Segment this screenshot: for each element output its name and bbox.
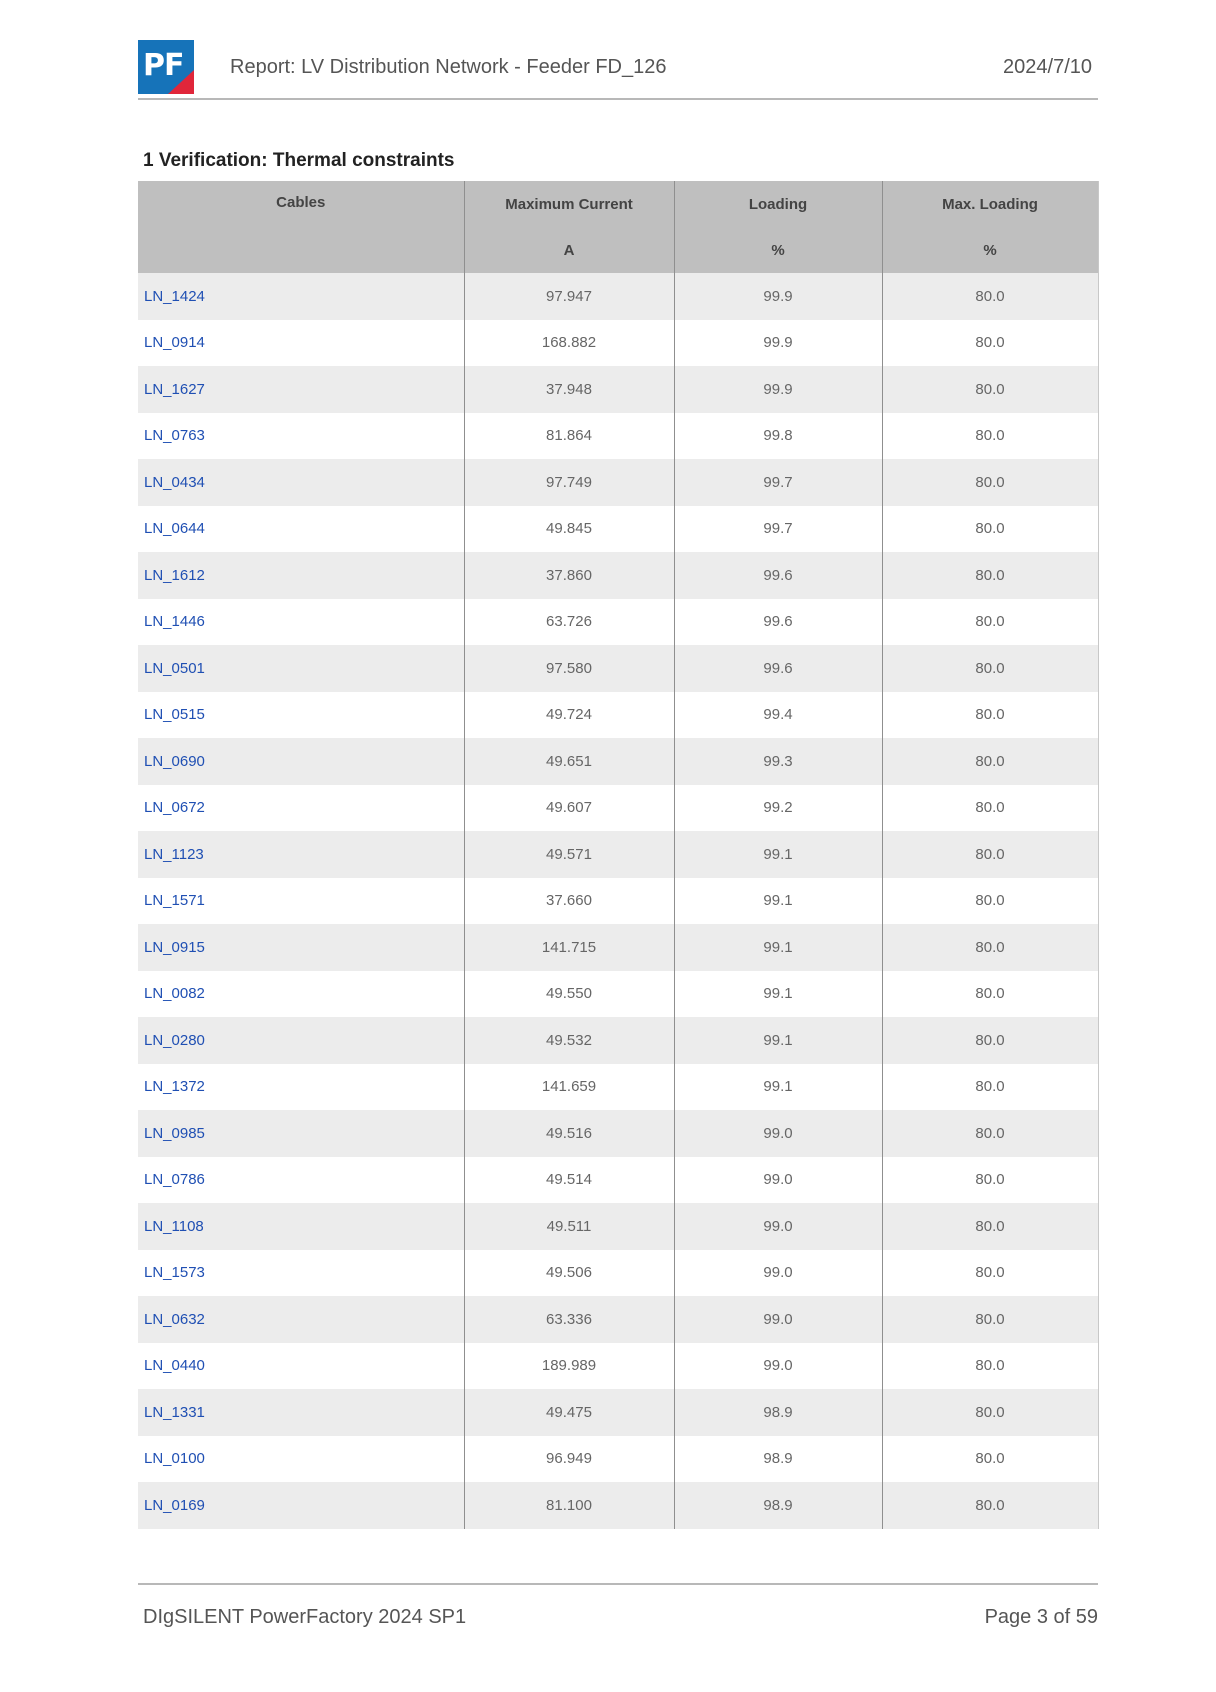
thermal-constraints-table	[138, 181, 1099, 1529]
cable-name-link[interactable]: LN_1446	[138, 599, 464, 646]
powerfactory-logo	[138, 40, 194, 94]
loading-cell: 99.1	[674, 1064, 882, 1111]
loading-cell: 99.3	[674, 738, 882, 785]
max-loading-cell: 80.0	[882, 1389, 1098, 1436]
max-loading-cell: 80.0	[882, 1343, 1098, 1390]
table-row	[138, 1017, 1098, 1064]
max-loading-cell: 80.0	[882, 552, 1098, 599]
maximum-current-cell: 96.949	[464, 1436, 674, 1483]
max-loading-cell: 80.0	[882, 1157, 1098, 1204]
max-loading-cell: 80.0	[882, 878, 1098, 925]
max-loading-cell: 80.0	[882, 1482, 1098, 1529]
cable-name-link[interactable]: LN_0644	[138, 506, 464, 553]
max-loading-cell: 80.0	[882, 924, 1098, 971]
loading-cell: 99.7	[674, 506, 882, 553]
cable-name-link[interactable]: LN_1108	[138, 1203, 464, 1250]
cable-name-link[interactable]: LN_0632	[138, 1296, 464, 1343]
maximum-current-cell: 81.100	[464, 1482, 674, 1529]
table-row	[138, 738, 1098, 785]
table-row	[138, 273, 1098, 320]
loading-cell: 99.0	[674, 1343, 882, 1390]
cable-name-link[interactable]: LN_0915	[138, 924, 464, 971]
table-row	[138, 1436, 1098, 1483]
loading-cell: 99.4	[674, 692, 882, 739]
table-row	[138, 599, 1098, 646]
loading-cell: 99.2	[674, 785, 882, 832]
maximum-current-cell: 49.514	[464, 1157, 674, 1204]
cable-name-link[interactable]: LN_0100	[138, 1436, 464, 1483]
cable-name-link[interactable]: LN_0763	[138, 413, 464, 460]
table-body	[138, 273, 1098, 1529]
table-row	[138, 645, 1098, 692]
cable-name-link[interactable]: LN_0515	[138, 692, 464, 739]
cable-name-link[interactable]: LN_1424	[138, 273, 464, 320]
maximum-current-cell: 49.532	[464, 1017, 674, 1064]
table-header-row	[138, 181, 1098, 227]
cable-name-link[interactable]: LN_0690	[138, 738, 464, 785]
table-row	[138, 971, 1098, 1018]
maximum-current-cell: 168.882	[464, 320, 674, 367]
cable-name-link[interactable]: LN_1372	[138, 1064, 464, 1111]
maximum-current-cell: 49.511	[464, 1203, 674, 1250]
loading-cell: 99.1	[674, 1017, 882, 1064]
cable-name-link[interactable]: LN_0280	[138, 1017, 464, 1064]
loading-cell: 99.7	[674, 459, 882, 506]
maximum-current-cell: 49.607	[464, 785, 674, 832]
loading-cell: 99.9	[674, 366, 882, 413]
max-loading-cell: 80.0	[882, 320, 1098, 367]
loading-cell: 99.1	[674, 878, 882, 925]
max-loading-cell: 80.0	[882, 366, 1098, 413]
footer-page-number: Page 3 of 59	[984, 1606, 1098, 1628]
maximum-current-cell: 81.864	[464, 413, 674, 460]
table-row	[138, 366, 1098, 413]
maximum-current-cell: 49.516	[464, 1110, 674, 1157]
table-row	[138, 459, 1098, 506]
loading-cell: 99.6	[674, 645, 882, 692]
max-loading-cell: 80.0	[882, 413, 1098, 460]
max-loading-cell: 80.0	[882, 831, 1098, 878]
maximum-current-cell: 63.726	[464, 599, 674, 646]
unit-maximum-current: A	[464, 227, 674, 273]
cable-name-link[interactable]: LN_0501	[138, 645, 464, 692]
table-row	[138, 320, 1098, 367]
loading-cell: 98.9	[674, 1482, 882, 1529]
max-loading-cell: 80.0	[882, 738, 1098, 785]
loading-cell: 99.1	[674, 971, 882, 1018]
max-loading-cell: 80.0	[882, 459, 1098, 506]
table-row	[138, 1482, 1098, 1529]
loading-cell: 99.1	[674, 831, 882, 878]
loading-cell: 98.9	[674, 1389, 882, 1436]
maximum-current-cell: 97.749	[464, 459, 674, 506]
cable-name-link[interactable]: LN_0169	[138, 1482, 464, 1529]
table-row	[138, 785, 1098, 832]
cable-name-link[interactable]: LN_1331	[138, 1389, 464, 1436]
maximum-current-cell: 141.659	[464, 1064, 674, 1111]
loading-cell: 99.1	[674, 924, 882, 971]
loading-cell: 99.0	[674, 1110, 882, 1157]
loading-cell: 99.6	[674, 599, 882, 646]
cable-name-link[interactable]: LN_1612	[138, 552, 464, 599]
cable-name-link[interactable]: LN_0672	[138, 785, 464, 832]
logo-red-corner	[168, 70, 194, 94]
table-row	[138, 692, 1098, 739]
cable-name-link[interactable]: LN_0440	[138, 1343, 464, 1390]
cable-name-link[interactable]: LN_1573	[138, 1250, 464, 1297]
maximum-current-cell: 63.336	[464, 1296, 674, 1343]
max-loading-cell: 80.0	[882, 599, 1098, 646]
footer-software: DIgSILENT PowerFactory 2024 SP1	[143, 1606, 467, 1628]
table-row	[138, 1343, 1098, 1390]
cable-name-link[interactable]: LN_0434	[138, 459, 464, 506]
maximum-current-cell: 49.571	[464, 831, 674, 878]
unit-max-loading: %	[882, 227, 1098, 273]
max-loading-cell: 80.0	[882, 645, 1098, 692]
cable-name-link[interactable]: LN_0082	[138, 971, 464, 1018]
max-loading-cell: 80.0	[882, 273, 1098, 320]
loading-cell: 99.0	[674, 1296, 882, 1343]
max-loading-cell: 80.0	[882, 506, 1098, 553]
max-loading-cell: 80.0	[882, 1064, 1098, 1111]
max-loading-cell: 80.0	[882, 785, 1098, 832]
loading-cell: 99.6	[674, 552, 882, 599]
unit-loading: %	[674, 227, 882, 273]
max-loading-cell: 80.0	[882, 1250, 1098, 1297]
maximum-current-cell: 49.651	[464, 738, 674, 785]
maximum-current-cell: 37.948	[464, 366, 674, 413]
loading-cell: 99.9	[674, 273, 882, 320]
max-loading-cell: 80.0	[882, 692, 1098, 739]
cable-name-link[interactable]: LN_0914	[138, 320, 464, 367]
table-row	[138, 831, 1098, 878]
maximum-current-cell: 49.724	[464, 692, 674, 739]
table-row	[138, 1203, 1098, 1250]
section-title: 1 Verification: Thermal constraints	[143, 150, 455, 171]
maximum-current-cell: 141.715	[464, 924, 674, 971]
maximum-current-cell: 97.947	[464, 273, 674, 320]
loading-cell: 99.0	[674, 1203, 882, 1250]
cable-name-link[interactable]: LN_0786	[138, 1157, 464, 1204]
footer-divider	[138, 1583, 1098, 1585]
table-row	[138, 878, 1098, 925]
max-loading-cell: 80.0	[882, 1110, 1098, 1157]
report-date: 2024/7/10	[1003, 56, 1092, 78]
maximum-current-cell: 37.860	[464, 552, 674, 599]
table-row	[138, 506, 1098, 553]
logo-text: PF	[143, 48, 184, 83]
maximum-current-cell: 37.660	[464, 878, 674, 925]
maximum-current-cell: 49.550	[464, 971, 674, 1018]
max-loading-cell: 80.0	[882, 1436, 1098, 1483]
table-row	[138, 552, 1098, 599]
loading-cell: 99.0	[674, 1250, 882, 1297]
cable-name-link[interactable]: LN_1571	[138, 878, 464, 925]
column-header-cables: Cables	[138, 181, 464, 273]
cable-name-link[interactable]: LN_1123	[138, 831, 464, 878]
cable-name-link[interactable]: LN_1627	[138, 366, 464, 413]
loading-cell: 99.9	[674, 320, 882, 367]
maximum-current-cell: 189.989	[464, 1343, 674, 1390]
column-header-loading: Loading	[674, 181, 882, 227]
report-header	[138, 40, 1098, 100]
table-row	[138, 1389, 1098, 1436]
loading-cell: 98.9	[674, 1436, 882, 1483]
maximum-current-cell: 97.580	[464, 645, 674, 692]
table-row	[138, 1110, 1098, 1157]
table-row	[138, 924, 1098, 971]
maximum-current-cell: 49.475	[464, 1389, 674, 1436]
max-loading-cell: 80.0	[882, 1203, 1098, 1250]
cable-name-link[interactable]: LN_0985	[138, 1110, 464, 1157]
max-loading-cell: 80.0	[882, 1017, 1098, 1064]
table-row	[138, 1157, 1098, 1204]
loading-cell: 99.0	[674, 1157, 882, 1204]
column-header-max-loading: Max. Loading	[882, 181, 1098, 227]
report-title: Report: LV Distribution Network - Feeder FD_126	[230, 56, 667, 78]
table-row	[138, 413, 1098, 460]
maximum-current-cell: 49.506	[464, 1250, 674, 1297]
loading-cell: 99.8	[674, 413, 882, 460]
max-loading-cell: 80.0	[882, 971, 1098, 1018]
maximum-current-cell: 49.845	[464, 506, 674, 553]
max-loading-cell: 80.0	[882, 1296, 1098, 1343]
table-row	[138, 1296, 1098, 1343]
column-header-maximum-current: Maximum Current	[464, 181, 674, 227]
table-row	[138, 1250, 1098, 1297]
table-row	[138, 1064, 1098, 1111]
